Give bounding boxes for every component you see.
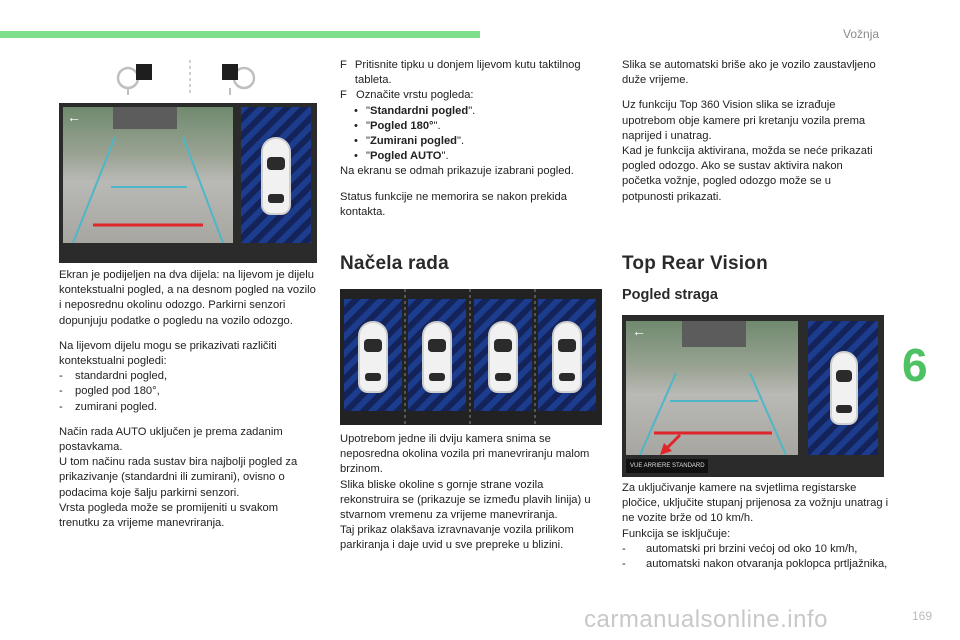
paragraph: Uz funkciju Top 360 Vision slika se izrađuje upotrebom obje kamere pri kretanju vozila prema naprijed i unatrag. <box>622 99 866 142</box>
back-arrow-icon[interactable]: ← <box>67 109 81 125</box>
paragraph: Ekran je podijeljen na dva dijela: na lijevom je dijelu kontekstualni pogled, a na desnom pogled na vozilo i neposrednu okolinu odozgo. Parkirni senzori dopunjuju podatke o pogledu na vozilo odozgo. <box>59 269 316 327</box>
option-item: • "Pogled 180°". <box>354 119 441 132</box>
parking-guidelines <box>626 321 798 455</box>
car-top-view <box>830 351 858 425</box>
parking-guidelines <box>63 107 233 243</box>
col3-text-lower <box>622 481 892 572</box>
paragraph: Slika se automatski briše ako je vozilo zaustavljeno duže vrijeme. <box>622 59 876 87</box>
paragraph: Vrsta pogleda može se promijeniti u svakom trenutku za vrijeme manevriranja. <box>59 501 279 530</box>
paragraph: Slika bliske okoline s gornje strane vozila rekonstruira se (prikazuje se između plavih linija) u stvarnom vremenu za vrijeme manevriranja. <box>340 478 591 522</box>
split-screen-image <box>59 103 317 263</box>
paragraph: Status funkcije ne memorira se nakon prekida kontakta. <box>340 190 567 218</box>
chapter-tab <box>902 338 960 400</box>
paragraph: Na lijevom dijelu mogu se prikazivati različiti kontekstualni pogledi: <box>59 339 277 368</box>
rear-camera-view <box>63 107 233 243</box>
section-heading: Top Rear Vision <box>622 253 768 274</box>
col2-text-lower <box>340 432 602 554</box>
section-title: Vožnja <box>843 27 880 41</box>
paragraph: Taj prikaz olakšava izravnavanje vozila prilikom parkiranja i daje uvid u sve prepreke u blizini. <box>340 524 574 552</box>
page-number: 169 <box>912 609 933 623</box>
rear-camera-view <box>626 321 798 455</box>
camera-views-icon <box>106 58 274 98</box>
car-top-view <box>261 137 291 215</box>
col3-text <box>622 58 884 205</box>
paragraph: Kad je funkcija aktivirana, možda se neće prikazati pogled odozgo. Ako se sustav aktivira nakon početka vožnje, pogled odozgo može se u potpunosti prikazati. <box>622 145 873 203</box>
view-mode-button[interactable]: VUE ARRIERE STANDARD <box>626 459 708 473</box>
list-item: - standardni pogled, <box>59 370 168 383</box>
top-view-hatch <box>241 107 311 243</box>
top-view-hatch <box>808 321 878 455</box>
option-item: • "Standardni pogled". <box>354 104 476 117</box>
option-item: • "Pogled AUTO". <box>354 150 449 163</box>
option-item: • "Zumirani pogled". <box>354 135 465 148</box>
list-item: - automatski pri brzini većoj od oko 10 km/h, <box>622 542 858 555</box>
list-item: - automatski nakon otvaranja poklopca prtljažnika, <box>622 558 888 571</box>
paragraph: Način rada AUTO uključen je prema zadanim postavkama. <box>59 425 283 454</box>
rear-view-image <box>622 315 884 477</box>
paragraph: U tom načinu rada sustav bira najbolji pogled za prikazivanje (standardni ili zumirani), ovisno o podacima koje šalju parkirni senzori. <box>59 456 298 499</box>
paragraph: Funkcija se isključuje: <box>622 527 731 540</box>
list-item: - pogled pod 180°, <box>59 385 160 398</box>
header-accent-bar <box>0 31 480 38</box>
paragraph: Za uključivanje kamere na svjetlima registarske pločice, uključite stupanj prijenosa za vožnju unatrag i ne vozite brže od 10 km/h. <box>622 482 889 525</box>
col2-text <box>340 58 602 220</box>
subsection-heading: Pogled straga <box>622 287 718 303</box>
step-item: F Pritisnite tipku u donjem lijevom kutu taktilnog tableta. <box>340 59 581 87</box>
parking-guide-arrow-icon <box>658 431 684 457</box>
steering-wheel-icon <box>118 64 152 95</box>
paragraph: Na ekranu se odmah prikazuje izabrani pogled. <box>340 165 574 178</box>
section-heading: Načela rada <box>340 253 449 274</box>
watermark: carmanualsonline.info <box>584 606 828 633</box>
dividers <box>340 289 602 425</box>
steering-wheel-icon <box>222 64 254 95</box>
list-item: - zumirani pogled. <box>59 400 158 413</box>
top-views-image <box>340 289 602 425</box>
col1-text <box>59 268 321 531</box>
back-arrow-icon[interactable]: ← <box>632 323 646 339</box>
paragraph: Upotrebom jedne ili dviju kamera snima se neposredna okolina vozila pri manevriranju malom brzinom. <box>340 433 590 476</box>
chapter-number: 6 <box>902 339 928 391</box>
step-item: F Označite vrstu pogleda: <box>340 89 474 102</box>
